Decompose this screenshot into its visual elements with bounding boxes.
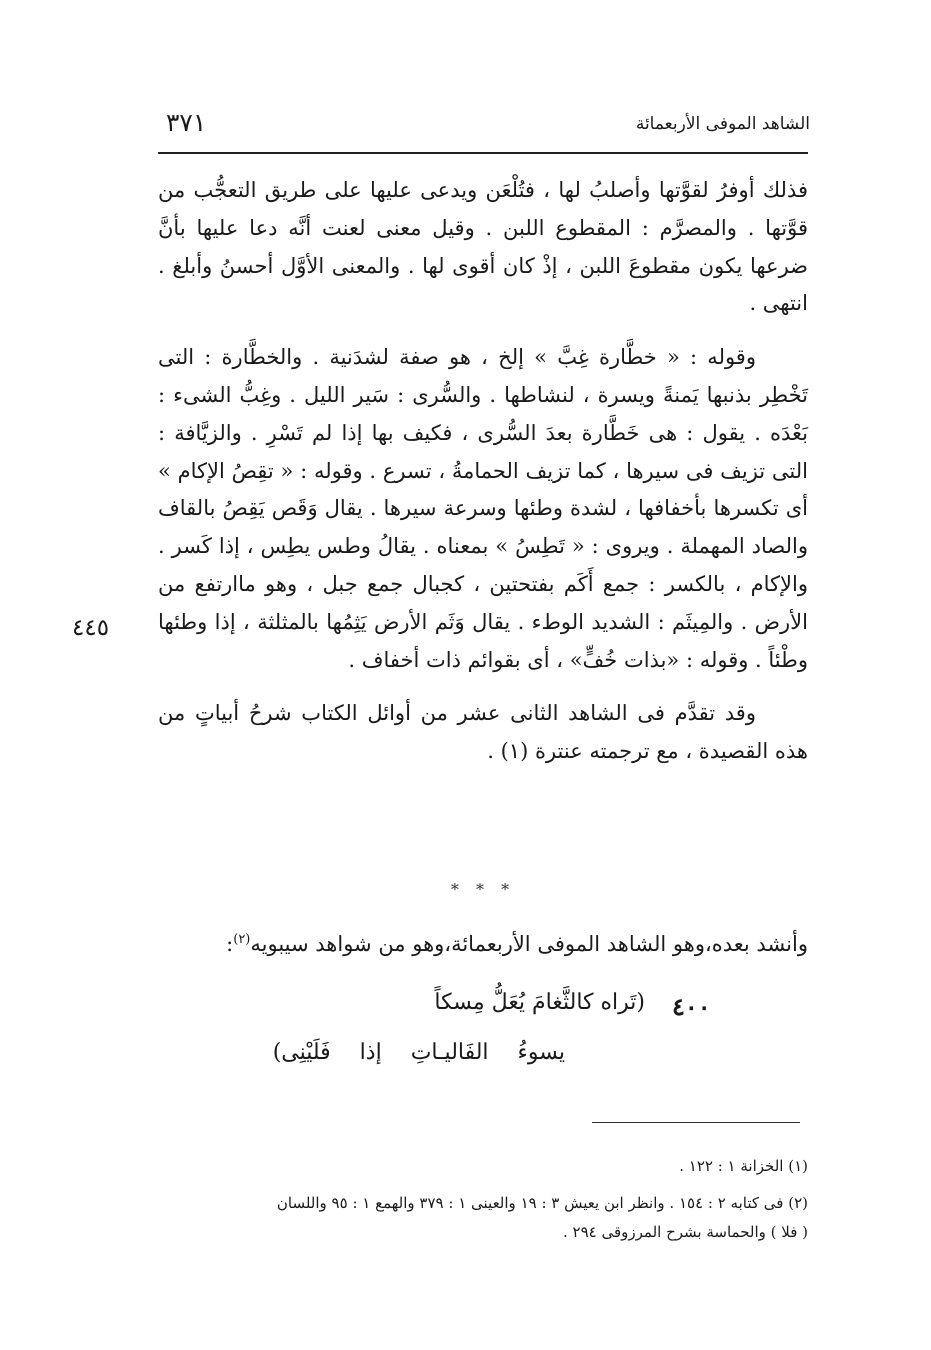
footnote-2-continuation: ( فلا ) والحماسة بشرح المرزوقى ٢٩٤ . [562, 1223, 808, 1241]
verse-line-1: (تَراه كالثَّغامَ يُعَلُّ مِسكاً [434, 990, 645, 1015]
running-title: الشاهد الموفى الأربعمائة [635, 114, 810, 134]
section-break: * * * [450, 880, 516, 899]
verse-line-2: يسوءُ الفَاليـاتِ إذا فَلَيْنِى) [272, 1040, 565, 1065]
footnote-rule [592, 1122, 800, 1123]
footnotes [160, 1152, 808, 1255]
footnote-1: (١) الخزانة ١ : ١٢٢ . [679, 1157, 808, 1175]
body-text [158, 172, 808, 787]
paragraph-2: وقوله : « خطَّارة غِبَّ » إلخ ، هو صفة لشدَنية . والخطَّارة : التى تَخْطِر بذنبها يَمنةً ويسرة ، لنشاطها . والسُّرى : سَير الليل . وغِبُّ الشىء : بَعْدَه . يقول : هى خَطَّارة بعدَ السُّرى ، فكيف بها إذا لم تَسْرِ . والزيَّافة : التى تزيف فى سيرها ، كما تزيف الحمامةُ ، تسرع . وقوله : « تقِصُ الإكام » أى تكسرها بأخفافها ، لشدة وطئها وسرعة سيرها . يقال وَقَص يَقِصُ بالقاف والصاد المهملة . ويروى : « تَطِسُ » بمعناه . يقالُ وطس يطِس ، إذا كَسر . والإكام ، بالكسر : جمع أَكَم بفتحتين ، كجبال جمع جبل ، وهو ماارتفع من الأرض . والمِيثَم : الشديد الوطء . يقال وَثَم الأرض يَثِمُها بالمثلثة ، إذا وطئها وطْئاً . وقوله : «بذات خُفٍّ» ، أى بقوائم ذات أخفاف . [158, 345, 808, 672]
verse-intro-colon: : [226, 932, 234, 956]
verse-intro-text: وأنشد بعده،وهو الشاهد الموفى الأربعمائة،وهو من شواهد سيبويه [250, 932, 808, 956]
margin-page-number: ٤٤٥ [72, 615, 110, 641]
verse-intro [158, 932, 808, 956]
footnote-ref: (٢) [233, 932, 251, 947]
footnote-2: (٢) فى كتابه ٢ : ١٥٤ . وانظر ابن يعيش ٣ : ١٩ والعينى ١ : ٣٧٩ والهمع ١ : ٩٥ واللسان [276, 1194, 808, 1212]
paragraph-1: فذلك أوفرُ لقوَّتها وأصلبُ لها ، فتُلْعَن ويدعى عليها على طريق التعجُّب من قوَّتها . والمصرَّم : المقطوع اللبن . وقيل معنى لعنت أنَّه دعا عليها بأنَّ ضرعها يكون مقطوعَ اللبن ، إذْ كان أقوى لها . والمعنى الأوَّل أحسنُ وأبلغ . انتهى . [158, 178, 808, 316]
page-number: ٣٧١ [166, 108, 207, 137]
page-header [160, 108, 810, 148]
header-rule [158, 152, 808, 154]
paragraph-3: وقد تقدَّم فى الشاهد الثانى عشر من أوائل الكتاب شرحُ أبياتٍ من هذه القصيدة ، مع ترجمته عنترة (١) . [158, 701, 808, 764]
verse-number: ٤٠٠ [672, 992, 711, 1021]
